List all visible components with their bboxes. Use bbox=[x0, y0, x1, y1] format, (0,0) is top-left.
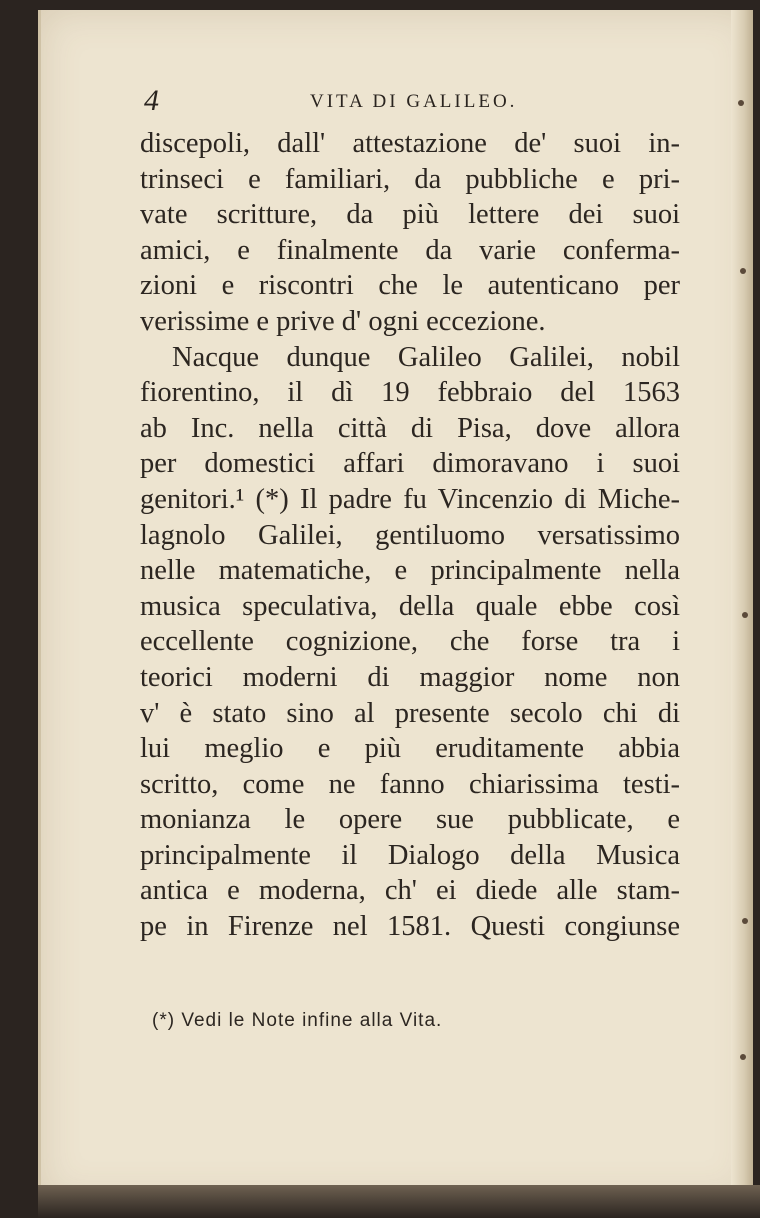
text-line: per domestici affari dimoravano i suoi bbox=[140, 448, 680, 480]
text-line: pe in Firenze nel 1581. Questi congiunse bbox=[140, 911, 680, 943]
text-line: lui meglio e più eruditamente abbia bbox=[140, 733, 680, 765]
text-line: verissime e prive d' ogni eccezione. bbox=[140, 305, 546, 337]
print-speck bbox=[740, 1054, 746, 1060]
print-speck bbox=[738, 100, 744, 106]
running-title: VITA DI GALILEO. bbox=[310, 91, 518, 112]
text-line: lagnolo Galilei, gentiluomo versatissimo bbox=[140, 519, 680, 551]
text-line: scritto, come ne fanno chiarissima testi- bbox=[140, 768, 680, 800]
body-text bbox=[140, 126, 680, 945]
text-line: monianza le opere sue pubblicate, e bbox=[140, 804, 680, 836]
text-line: v' è stato sino al presente secolo chi di bbox=[140, 697, 680, 729]
page-edge-shading bbox=[731, 10, 753, 1200]
text-line: vate scritture, da più lettere dei suoi bbox=[140, 199, 680, 231]
page-bottom-shadow bbox=[38, 1185, 760, 1218]
text-line: teorici moderni di maggior nome non bbox=[140, 661, 680, 693]
footnote: (*) Vedi le Note infine alla Vita. bbox=[152, 1010, 443, 1031]
print-speck bbox=[740, 268, 746, 274]
text-line: Nacque dunque Galileo Galilei, nobil bbox=[172, 341, 680, 373]
page-header bbox=[140, 84, 680, 118]
text-line: discepoli, dall' attestazione de' suoi in- bbox=[140, 128, 680, 159]
print-speck bbox=[742, 918, 748, 924]
text-line: eccellente cognizione, che forse tra i bbox=[140, 626, 680, 658]
print-speck bbox=[742, 612, 748, 618]
text-line: antica e moderna, ch' ei diede alle stam- bbox=[140, 875, 680, 907]
text-line: amici, e finalmente da varie conferma- bbox=[140, 234, 680, 266]
text-line: zioni e riscontri che le autenticano per bbox=[140, 270, 680, 302]
text-line: principalmente il Dialogo della Musica bbox=[140, 839, 680, 871]
text-line: fiorentino, il dì 19 febbraio del 1563 bbox=[140, 377, 680, 409]
text-line: genitori.¹ (*) Il padre fu Vincenzio di Miche- bbox=[140, 483, 680, 515]
text-line: trinseci e familiari, da pubbliche e pri- bbox=[140, 163, 680, 195]
page-number: 4 bbox=[144, 84, 159, 117]
text-line: ab Inc. nella città di Pisa, dove allora bbox=[140, 412, 680, 444]
text-line: musica speculativa, della quale ebbe così bbox=[140, 590, 680, 622]
text-line: nelle matematiche, e principalmente nella bbox=[140, 555, 680, 587]
